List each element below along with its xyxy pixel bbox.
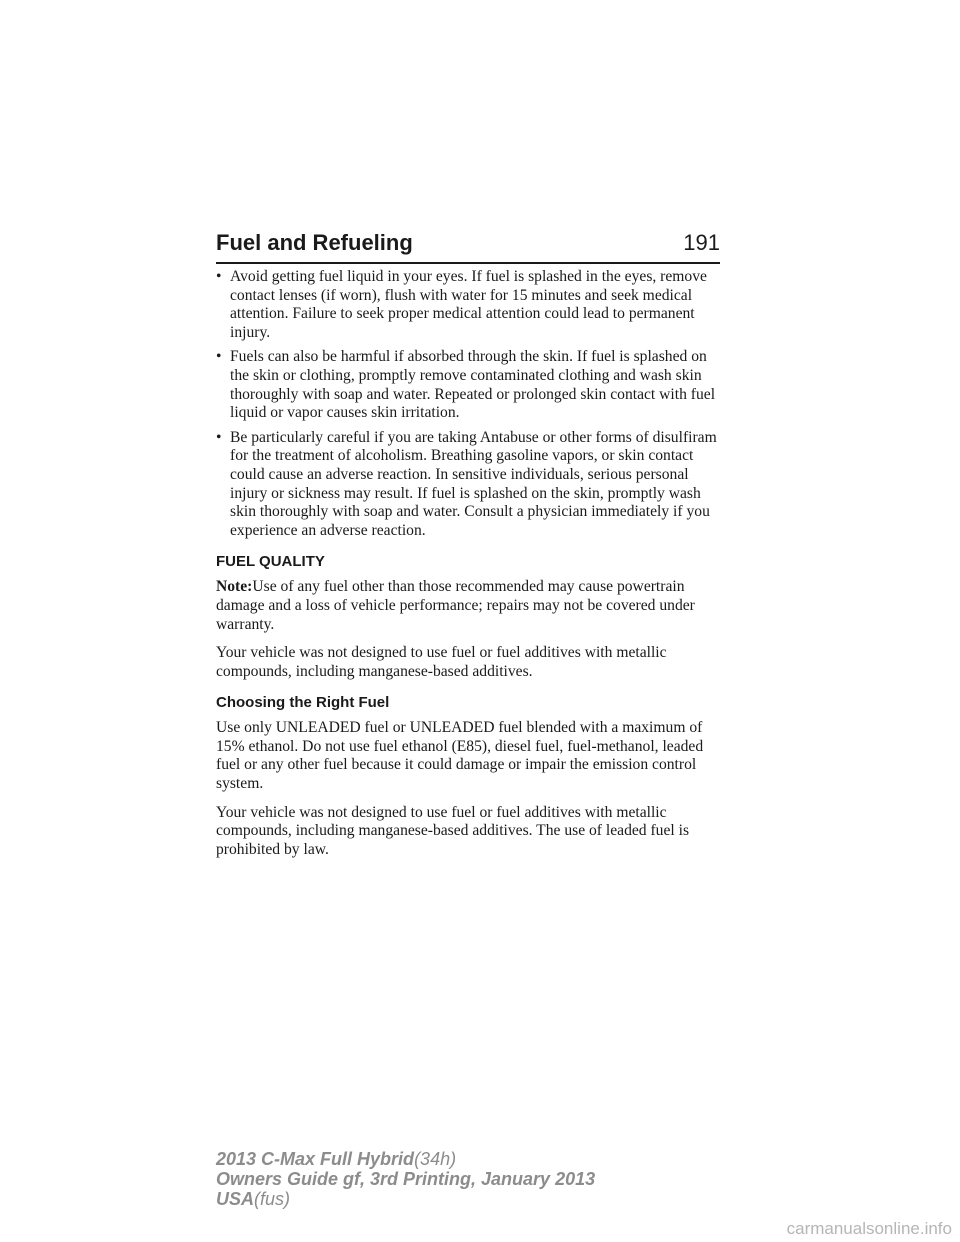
- right-fuel-paragraph-2: Your vehicle was not designed to use fuel or fuel additives with metallic compounds, including manganese-based additives. The use of leaded fuel is prohibited by law.: [216, 803, 690, 858]
- note-label: Note:: [216, 578, 253, 596]
- right-fuel-heading: Choosing the Right Fuel: [216, 694, 390, 712]
- bullet-icon: •: [216, 268, 222, 285]
- bullet-icon: •: [216, 428, 222, 446]
- fuel-quality-heading: FUEL QUALITY: [216, 553, 325, 571]
- fuel-quality-paragraph: Your vehicle was not designed to use fuel or fuel additives with metallic compounds, including manganese-based additives.: [216, 644, 667, 680]
- page-header: [216, 228, 720, 264]
- fuel-quality-note: [216, 578, 722, 634]
- footer-line-2: Owners Guide gf, 3rd Printing, January 2013: [216, 1169, 596, 1189]
- footer-model: 2013 C-Max Full Hybrid: [216, 1149, 415, 1169]
- watermark: carmanualsonline.info: [786, 1219, 952, 1238]
- right-fuel-paragraph-1: Use only UNLEADED fuel or UNLEADED fuel blended with a maximum of 15% ethanol. Do not use fuel ethanol (E85), diesel fuel, fuel-methanol, leaded fuel or any other fuel because it could damage or impair the emission control system.: [216, 719, 704, 793]
- footer-model-code: (34h): [414, 1149, 457, 1169]
- note-text: Use of any fuel other than those recommended may cause powertrain damage and a loss of vehicle performance; repairs may not be covered under warranty.: [216, 578, 695, 633]
- bullet-icon: •: [216, 348, 222, 366]
- footer-line-1: [216, 1149, 595, 1169]
- page-number: 191: [683, 230, 720, 255]
- footer-region: USA: [216, 1189, 255, 1209]
- bullet-item: [216, 429, 722, 541]
- footer-region-code: (fus): [254, 1189, 291, 1209]
- bullet-item: [216, 348, 722, 422]
- bullet-text: Fuels can also be harmful if absorbed through the skin. If fuel is splashed on the skin or clothing, promptly remove contaminated clothing and wash skin thoroughly with soap and water. Repeated or prolonged skin contact with fuel liquid or vapor causes skin irritation.: [230, 348, 716, 422]
- page-footer: [216, 1149, 595, 1209]
- footer-line-3: [216, 1189, 595, 1209]
- page-content: [216, 268, 722, 869]
- bullet-text: Avoid getting fuel liquid in your eyes. If fuel is splashed in the eyes, remove contact lenses (if worn), flush with water for 15 minutes and seek medical attention. Failure to seek proper medical attention could lead to permanent injury.: [230, 268, 707, 341]
- chapter-title: Fuel and Refueling: [216, 230, 413, 255]
- bullet-item: [216, 268, 722, 342]
- bullet-text: Be particularly careful if you are taking Antabuse or other forms of disulfiram for the treatment of alcoholism. Breathing gasoline vapors, or skin contact could cause an adverse reaction. In sensitive individuals, serious personal injury or sickness may result. If fuel is splashed on the skin, promptly wash skin thoroughly with soap and water. Consult a physician immediately if you experience an adverse reaction.: [230, 428, 717, 539]
